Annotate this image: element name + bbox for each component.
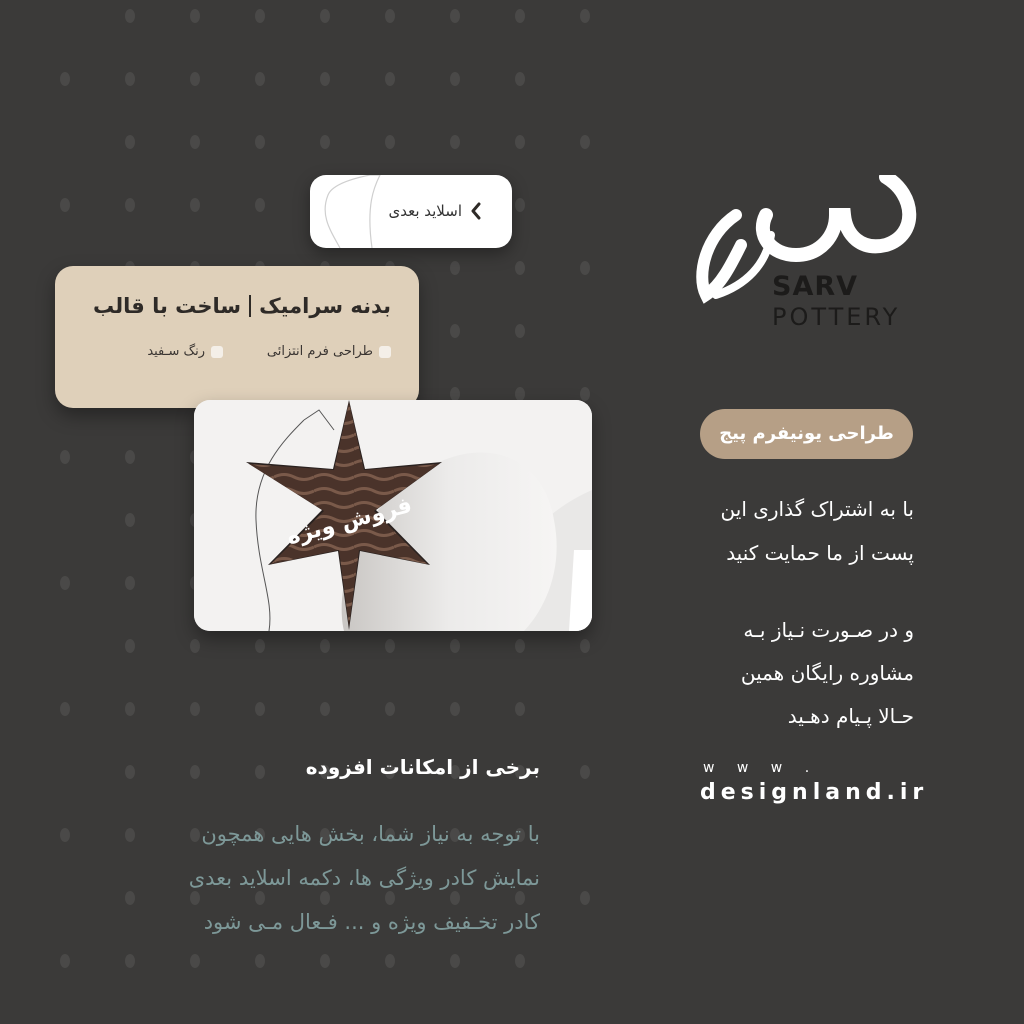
consult-text <box>614 609 914 738</box>
product-title-method: ساخت با قالب <box>93 294 242 318</box>
pattern-vase-icon <box>320 135 330 149</box>
next-slide-label: اسلاید بعدی <box>388 202 462 220</box>
pattern-vase-icon <box>580 765 590 779</box>
pattern-vase-icon <box>320 702 330 716</box>
features-heading: برخی از امکانات افزوده <box>305 755 540 779</box>
consult-line: حـالا پـیام دهـید <box>787 704 914 728</box>
pattern-vase-icon <box>580 639 590 653</box>
pattern-vase-icon <box>515 702 525 716</box>
product-image-card[interactable] <box>194 400 592 631</box>
pattern-vase-icon <box>60 954 70 968</box>
pattern-vase-icon <box>385 135 395 149</box>
pattern-vase-icon <box>450 324 460 338</box>
brand-logo <box>696 175 918 333</box>
pattern-vase-icon <box>190 135 200 149</box>
logo-line-2: POTTERY <box>772 303 901 331</box>
pattern-vase-icon <box>60 702 70 716</box>
website-prefix: w w w . <box>703 760 819 776</box>
feature-item <box>147 344 223 359</box>
pattern-vase-icon <box>515 198 525 212</box>
pattern-vase-icon <box>385 702 395 716</box>
pattern-vase-icon <box>190 72 200 86</box>
pattern-vase-icon <box>255 72 265 86</box>
features-line: با توجه به نیاز شما، بخش هایی همچون <box>201 822 540 846</box>
pattern-vase-icon <box>60 450 70 464</box>
pattern-vase-icon <box>125 765 135 779</box>
pattern-vase-icon <box>320 9 330 23</box>
pattern-vase-icon <box>580 261 590 275</box>
consult-line: مشاوره رایگان همین <box>740 661 914 685</box>
pattern-vase-icon <box>450 639 460 653</box>
pattern-vase-icon <box>450 261 460 275</box>
pattern-vase-icon <box>255 9 265 23</box>
pattern-vase-icon <box>580 891 590 905</box>
pattern-vase-icon <box>450 72 460 86</box>
pattern-vase-icon <box>125 72 135 86</box>
pattern-vase-icon <box>515 954 525 968</box>
pattern-vase-icon <box>320 954 330 968</box>
pattern-vase-icon <box>515 387 525 401</box>
pattern-vase-icon <box>580 387 590 401</box>
pattern-vase-icon <box>255 639 265 653</box>
uniform-page-badge: طراحی یونیفرم پیج <box>700 409 913 459</box>
pattern-vase-icon <box>125 135 135 149</box>
pattern-vase-icon <box>190 954 200 968</box>
pattern-vase-icon <box>450 135 460 149</box>
website-link[interactable]: designland.ir <box>700 780 929 805</box>
title-divider <box>249 295 251 317</box>
pattern-vase-icon <box>125 576 135 590</box>
pattern-vase-icon <box>450 9 460 23</box>
pattern-vase-icon <box>320 72 330 86</box>
features-line: کادر تخـفیف ویژه و ... فـعال مـی شود <box>203 910 540 934</box>
pattern-vase-icon <box>60 72 70 86</box>
features-description <box>100 812 540 944</box>
product-title <box>93 294 391 318</box>
pattern-vase-icon <box>515 324 525 338</box>
pattern-vase-icon <box>580 135 590 149</box>
sale-badge-text: فروش ویژه <box>284 492 415 551</box>
checkbox-icon <box>211 346 223 358</box>
next-slide-button[interactable] <box>310 175 512 248</box>
features-line: نمایش کادر ویژگی ها، دکمه اسلاید بعدی <box>188 866 540 890</box>
pattern-vase-icon <box>515 135 525 149</box>
pattern-vase-icon <box>320 639 330 653</box>
pattern-vase-icon <box>125 198 135 212</box>
pattern-vase-icon <box>125 639 135 653</box>
support-line: پست از ما حمایت کنید <box>726 541 914 565</box>
consult-line: و در صـورت نـیاز بـه <box>743 618 914 642</box>
pattern-vase-icon <box>450 387 460 401</box>
pattern-vase-icon <box>190 639 200 653</box>
product-photo <box>194 400 592 631</box>
logo-line-1: SARV <box>772 271 859 302</box>
pattern-vase-icon <box>255 954 265 968</box>
pattern-vase-icon <box>385 72 395 86</box>
pattern-vase-icon <box>385 9 395 23</box>
pattern-vase-icon <box>255 135 265 149</box>
pattern-vase-icon <box>515 261 525 275</box>
feature-label: طراحی فرم انتزائی <box>266 344 373 359</box>
pattern-vase-icon <box>515 639 525 653</box>
pattern-vase-icon <box>60 576 70 590</box>
product-title-material: بدنه سرامیک <box>259 294 391 318</box>
pattern-vase-icon <box>385 639 395 653</box>
pattern-vase-icon <box>450 954 460 968</box>
support-line: با به اشتراک گذاری این <box>720 497 914 521</box>
product-info-card <box>55 266 419 408</box>
pattern-vase-icon <box>125 450 135 464</box>
checkbox-icon <box>379 346 391 358</box>
pattern-vase-icon <box>60 198 70 212</box>
pattern-vase-icon <box>580 9 590 23</box>
support-text <box>614 487 914 575</box>
pattern-vase-icon <box>450 702 460 716</box>
feature-label: رنگ سـفید <box>147 344 205 359</box>
feature-item <box>267 344 391 359</box>
pattern-vase-icon <box>125 954 135 968</box>
pattern-vase-icon <box>515 72 525 86</box>
pattern-vase-icon <box>125 513 135 527</box>
pattern-vase-icon <box>385 954 395 968</box>
pattern-vase-icon <box>255 198 265 212</box>
chevron-left-icon <box>470 202 482 220</box>
pattern-vase-icon <box>125 9 135 23</box>
pattern-vase-icon <box>255 702 265 716</box>
pattern-vase-icon <box>60 828 70 842</box>
pattern-vase-icon <box>515 9 525 23</box>
pattern-vase-icon <box>190 198 200 212</box>
pattern-vase-icon <box>190 702 200 716</box>
pattern-vase-icon <box>125 702 135 716</box>
pattern-vase-icon <box>190 9 200 23</box>
